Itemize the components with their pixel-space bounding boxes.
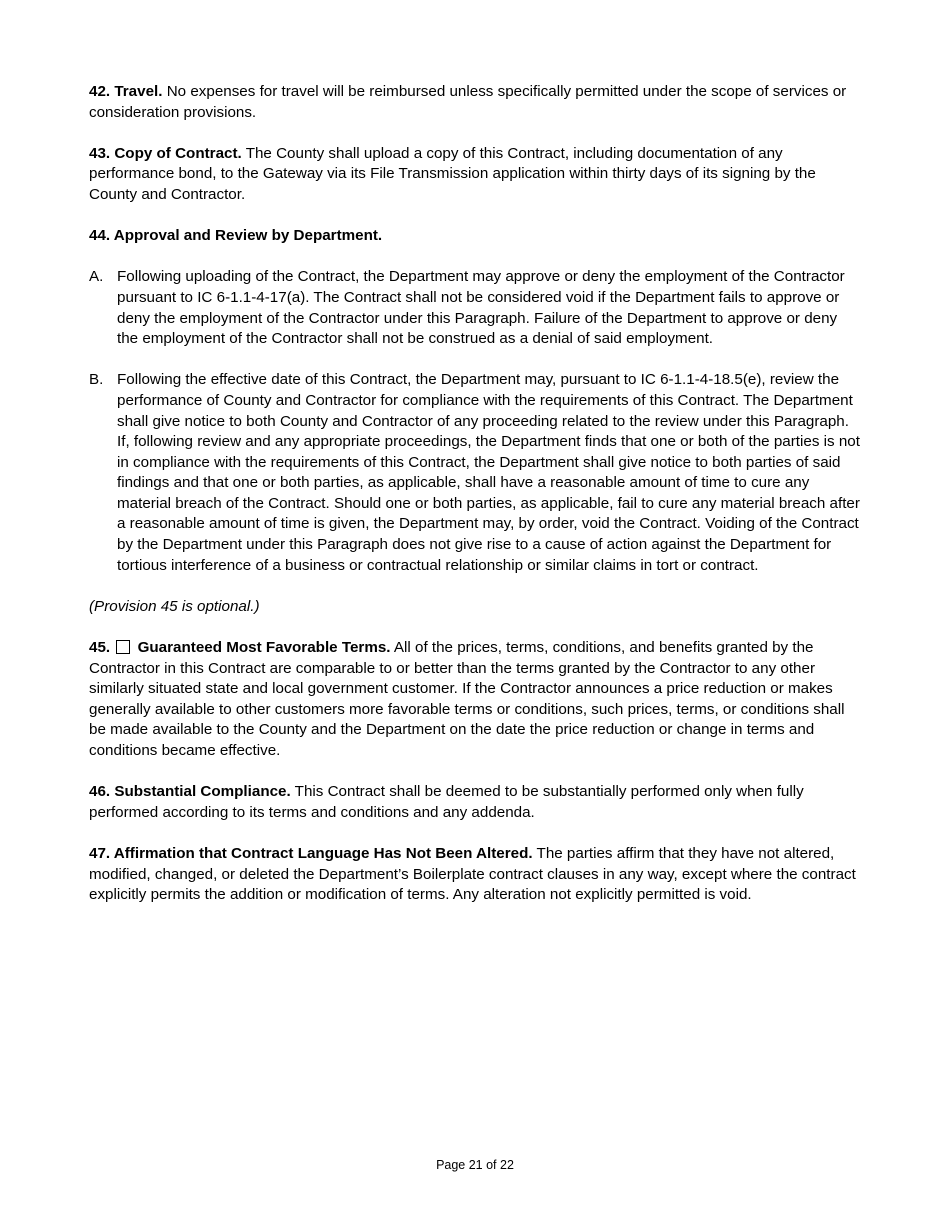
section-46 [89,782,861,823]
list-letter: B. [89,371,104,389]
list-text: Following uploading of the Contract, the Department may approve or deny the employment of the Contractor pursuant to IC 6-1.1-4-17(a). The Contract shall not be considered void if the Department fails to approve or deny the employment of the Contractor under this Paragraph. Failure of the Department to approve or deny the employment of the Contractor shall not be construed as a denial of said employment. [117,268,845,348]
section-46-text: This Contract shall be deemed to be substantially performed only when fully performed according to its terms and conditions and any addenda. [89,783,804,821]
document-body [89,82,861,926]
section-45-checkbox[interactable] [116,640,130,654]
section-42-heading: 42. Travel. [89,83,163,100]
section-45-heading: Guaranteed Most Favorable Terms. [137,639,391,657]
section-47 [89,844,861,906]
section-43 [89,144,861,206]
section-46-heading: 46. Substantial Compliance. [89,783,291,801]
page-number: Page 21 of 22 [436,1158,514,1172]
section-45-number: 45. [89,639,111,657]
section-42 [89,82,861,123]
list-letter: A. [89,268,104,286]
section-45-text: All of the prices, terms, conditions, and benefits granted by the Contractor in this Contract are comparable to or better than the terms granted by the Contractor to any other similarly situated state and local government customer. If the Contractor announces a price reduction or makes generally available to other customers more favorable terms or conditions, such prices, terms, or conditions shall be made available to the County and the Department on the date the price reduction or change in terms and conditions became effective. [89,639,845,759]
section-44-item-b [89,370,861,576]
section-42-text: No expenses for travel will be reimbursed unless specifically permitted under the scope of services or consideration provisions. [89,83,847,121]
section-47-heading: 47. Affirmation that Contract Language Has Not Been Altered. [89,844,533,862]
optional-note: (Provision 45 is optional.) [89,597,260,615]
list-text: Following the effective date of this Contract, the Department may, pursuant to IC 6-1.1-4-18.5(e), review the performance of County and Contractor for compliance with the requirements of this Contract. The Department shall give notice to both County and Contractor of any proceeding related to the review under this Paragraph. If, following review and any appropriate proceedings, the Department finds that one or both of the parties is not in compliance with the requirements of this Contract, the Department shall give notice to both parties of said findings and that one or both parties, as applicable, shall have a reasonable amount of time to cure any material breach of the Contract. Should one or both parties, as applicable, fail to cure any material breach after a reasonable amount of time is given, the Department may, by order, void the Contract. Voiding of the Contract by the Department under this Paragraph does not give rise to a cause of action against the Department for tortious interference of a business or contractual relationship or similar claims in tort or contract. [117,371,860,574]
section-44-item-a [89,267,861,349]
section-43-text: The County shall upload a copy of this Contract, including documentation of any performance bond, to the Gateway via its File Transmission application within thirty days of its signing by the County and Contractor. [89,144,816,203]
section-43-heading: 43. Copy of Contract. [89,144,242,162]
section-45 [89,638,861,762]
section-44-heading: 44. Approval and Review by Department. [89,227,383,245]
section-47-text: The parties affirm that they have not altered, modified, changed, or deleted the Department’s Boilerplate contract clauses in any way, except where the contract explicitly permits the addition or modification of terms. Any alteration not explicitly permitted is void. [89,844,856,904]
